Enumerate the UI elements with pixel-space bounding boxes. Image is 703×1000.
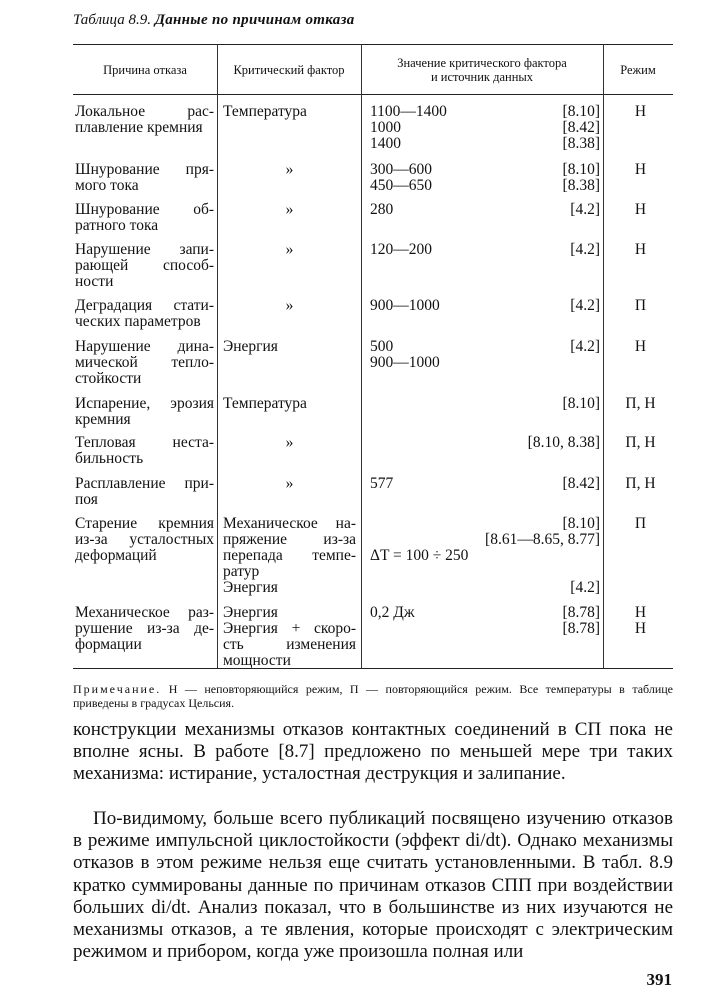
factor-line: Температура bbox=[223, 103, 307, 120]
factor-cell bbox=[223, 242, 356, 258]
cause-line: деформаций bbox=[75, 547, 157, 564]
factor-cell bbox=[223, 162, 356, 178]
cause-cell bbox=[75, 605, 214, 653]
mode-value: Н bbox=[634, 604, 647, 621]
mode-value: Н bbox=[634, 103, 647, 120]
cause-line: стойкости bbox=[75, 370, 142, 387]
factor-cell bbox=[223, 339, 356, 355]
value-source: [4.2] bbox=[570, 241, 600, 258]
factor-line: Энергия bbox=[223, 604, 278, 621]
cause-line: Нарушение дина- bbox=[75, 338, 214, 355]
value-cell bbox=[370, 339, 600, 371]
header-factor: Критический фактор bbox=[233, 63, 345, 77]
cause-cell bbox=[75, 435, 214, 467]
value-cell bbox=[370, 202, 600, 218]
cause-line: Деградация стати- bbox=[75, 297, 214, 314]
value-line bbox=[370, 298, 600, 314]
mode-value: Н bbox=[634, 338, 647, 355]
factor-line: Механическое на- bbox=[223, 515, 356, 532]
value-number: 1100—1400 bbox=[370, 103, 447, 120]
value-cell bbox=[370, 298, 600, 314]
value-cell bbox=[370, 396, 600, 412]
value-line bbox=[370, 435, 600, 451]
paragraph-text: По-видимому, больше всего публикаций посвящено изучению отказов в режиме импульсной циклостойкости (эффект di/dt). Однако механизмы отказов в этом режиме нельзя еще считать установленными. В табл. 8.9 кратко суммированы данные по причинам отказов СПП при воздействии больших di/dt. Анализ показал, что в большинстве из них изучаются не механизмы отказов, а те явления, которые происходят с электрическим режимом и прибором, когда уже произошла полная или bbox=[73, 808, 673, 963]
factor-line: » bbox=[285, 475, 294, 492]
value-source: [4.2] bbox=[570, 338, 600, 355]
value-number: 577 bbox=[370, 475, 394, 492]
factor-line: » bbox=[285, 241, 294, 258]
mode-cell bbox=[608, 396, 673, 412]
value-source: [8.38] bbox=[562, 135, 600, 152]
value-number: 450—650 bbox=[370, 177, 432, 194]
value-line bbox=[370, 355, 600, 371]
factor-cell bbox=[223, 476, 356, 492]
cause-line: Старение кремния bbox=[75, 515, 214, 532]
value-source: [8.10] bbox=[562, 161, 600, 178]
value-line bbox=[370, 532, 600, 548]
value-line bbox=[370, 396, 600, 412]
mode-value: Н bbox=[634, 201, 647, 218]
value-line bbox=[370, 580, 600, 596]
cause-cell bbox=[75, 162, 214, 194]
value-cell bbox=[370, 104, 600, 152]
header-value bbox=[361, 56, 603, 84]
mode-value: П bbox=[634, 515, 647, 532]
value-source: [8.10, 8.38] bbox=[527, 434, 600, 451]
value-number: 1400 bbox=[370, 135, 401, 152]
value-line bbox=[370, 178, 600, 194]
mode-cell bbox=[608, 162, 673, 178]
factor-line: сть изменения bbox=[223, 636, 356, 653]
value-number: 1000 bbox=[370, 119, 401, 136]
value-source: [8.38] bbox=[562, 177, 600, 194]
cause-line: поя bbox=[75, 491, 98, 508]
mode-cell bbox=[608, 202, 673, 218]
value-line bbox=[370, 516, 600, 532]
value-cell bbox=[370, 605, 600, 637]
value-line bbox=[370, 104, 600, 120]
value-number: 120—200 bbox=[370, 241, 432, 258]
factor-line: Энергия + скоро- bbox=[223, 620, 356, 637]
mode-cell bbox=[608, 104, 673, 120]
value-number: 900—1000 bbox=[370, 297, 440, 314]
value-number: 0,2 Дж bbox=[370, 604, 415, 621]
value-line bbox=[370, 120, 600, 136]
factor-line: перепада темпе- bbox=[223, 547, 356, 564]
value-line bbox=[370, 242, 600, 258]
factor-cell bbox=[223, 435, 356, 451]
value-cell bbox=[370, 162, 600, 194]
cause-cell bbox=[75, 242, 214, 290]
value-number: 300—600 bbox=[370, 161, 432, 178]
factor-cell bbox=[223, 516, 356, 596]
cause-cell bbox=[75, 202, 214, 234]
value-source: [8.10] bbox=[562, 395, 600, 412]
header-value-line: Значение критического фактора bbox=[397, 56, 567, 70]
value-number: 900—1000 bbox=[370, 354, 440, 371]
paragraph-text: конструкции механизмы отказов контактных соединений в СП пока не вполне ясны. В работе [8.7] предложено по меньшей мере три таких механизма: истирание, усталостная деструкция и залипание. bbox=[73, 719, 673, 785]
factor-line: пряжение из-за bbox=[223, 531, 356, 548]
value-number: ΔT = 100 ÷ 250 bbox=[370, 547, 469, 564]
value-line bbox=[370, 136, 600, 152]
cause-cell bbox=[75, 339, 214, 387]
note-label: Примечание. bbox=[73, 682, 162, 696]
value-number: 280 bbox=[370, 201, 394, 218]
value-line bbox=[370, 202, 600, 218]
factor-line: мощности bbox=[223, 652, 291, 669]
value-cell bbox=[370, 516, 600, 596]
value-source: [8.42] bbox=[562, 475, 600, 492]
factor-cell bbox=[223, 396, 356, 412]
value-line bbox=[370, 564, 600, 580]
value-number: 500 bbox=[370, 338, 394, 355]
table-caption-title: Данные по причинам отказа bbox=[154, 12, 355, 28]
column-divider bbox=[603, 44, 604, 668]
header-mode: Режим bbox=[620, 63, 656, 77]
cause-line: Локальное рас- bbox=[75, 103, 214, 120]
mode-cell bbox=[608, 605, 673, 637]
factor-line: » bbox=[285, 161, 294, 178]
factor-line: Температура bbox=[223, 395, 307, 412]
cause-line: ческих параметров bbox=[75, 313, 201, 330]
value-cell bbox=[370, 435, 600, 451]
value-line bbox=[370, 548, 600, 564]
column-divider bbox=[217, 44, 218, 668]
table-bottom-rule bbox=[73, 668, 673, 669]
value-source: [8.10] bbox=[562, 103, 600, 120]
cause-line: рающей способ- bbox=[75, 257, 214, 274]
cause-line: Тепловая неста- bbox=[75, 434, 214, 451]
value-line bbox=[370, 476, 600, 492]
factor-cell bbox=[223, 605, 356, 669]
mode-value: П, Н bbox=[625, 475, 656, 492]
factor-line: » bbox=[285, 434, 294, 451]
body-paragraph-2 bbox=[73, 808, 673, 963]
cause-cell bbox=[75, 396, 214, 428]
value-source: [8.61—8.65, 8.77] bbox=[485, 531, 600, 548]
value-source: [8.10] bbox=[562, 515, 600, 532]
table-caption-label: Таблица 8.9. bbox=[73, 12, 151, 28]
cause-cell bbox=[75, 476, 214, 508]
cause-line: ратного тока bbox=[75, 217, 159, 234]
header-value-line: и источник данных bbox=[430, 70, 534, 84]
header-cause: Причина отказа bbox=[103, 63, 187, 77]
cause-line: Механическое раз- bbox=[75, 604, 214, 621]
mode-value: П, Н bbox=[625, 395, 656, 412]
mode-cell bbox=[608, 242, 673, 258]
factor-line: » bbox=[285, 201, 294, 218]
value-source: [4.2] bbox=[570, 579, 600, 596]
cause-line: из-за усталостных bbox=[75, 531, 214, 548]
factor-cell bbox=[223, 104, 356, 120]
mode-value: Н bbox=[634, 161, 647, 178]
table-header-rule bbox=[73, 94, 673, 95]
mode-cell bbox=[608, 516, 673, 532]
mode-cell bbox=[608, 476, 673, 492]
cause-line: Шнурование об- bbox=[75, 201, 214, 218]
mode-cell bbox=[608, 435, 673, 451]
mode-value: П bbox=[634, 297, 647, 314]
cause-line: мической тепло- bbox=[75, 354, 214, 371]
mode-value: П, Н bbox=[625, 434, 656, 451]
factor-cell bbox=[223, 298, 356, 314]
cause-line: мого тока bbox=[75, 177, 139, 194]
cause-line: ности bbox=[75, 273, 114, 290]
cause-line: рушение из-за де- bbox=[75, 620, 214, 637]
cause-line: Расплавление при- bbox=[75, 475, 214, 492]
cause-line: Шнурование пря- bbox=[75, 161, 214, 178]
column-divider bbox=[361, 44, 362, 668]
table-caption bbox=[73, 12, 355, 29]
cause-cell bbox=[75, 516, 214, 564]
value-cell bbox=[370, 476, 600, 492]
value-source: [8.42] bbox=[562, 119, 600, 136]
cause-cell bbox=[75, 298, 214, 330]
mode-value: Н bbox=[634, 241, 647, 258]
value-cell bbox=[370, 242, 600, 258]
value-source: [4.2] bbox=[570, 201, 600, 218]
factor-line: ратур bbox=[223, 563, 260, 580]
value-source: [8.78] bbox=[562, 604, 600, 621]
mode-cell bbox=[608, 339, 673, 355]
cause-line: Нарушение запи- bbox=[75, 241, 214, 258]
value-source: [8.78] bbox=[562, 620, 600, 637]
table-note bbox=[73, 682, 673, 710]
cause-line: Испарение, эрозия bbox=[75, 395, 214, 412]
factor-line: » bbox=[285, 297, 294, 314]
cause-cell bbox=[75, 104, 214, 136]
cause-line: формации bbox=[75, 636, 142, 653]
factor-line: Энергия bbox=[223, 579, 278, 596]
cause-line: кремния bbox=[75, 411, 131, 428]
body-paragraph-1 bbox=[73, 719, 673, 786]
value-line bbox=[370, 339, 600, 355]
factor-cell bbox=[223, 202, 356, 218]
table-top-rule bbox=[73, 44, 673, 45]
note-text: Н — неповторяющийся режим, П — повторяющийся режим. Все температуры в таблице приведены в градусах Цельсия. bbox=[73, 682, 673, 710]
factor-line: Энергия bbox=[223, 338, 278, 355]
cause-line: бильность bbox=[75, 450, 144, 467]
value-line bbox=[370, 162, 600, 178]
value-line bbox=[370, 605, 600, 621]
mode-value: Н bbox=[634, 620, 647, 637]
value-line bbox=[370, 621, 600, 637]
value-source: [4.2] bbox=[570, 297, 600, 314]
page-number: 391 bbox=[646, 970, 672, 989]
mode-cell bbox=[608, 298, 673, 314]
cause-line: плавление кремния bbox=[75, 119, 203, 136]
